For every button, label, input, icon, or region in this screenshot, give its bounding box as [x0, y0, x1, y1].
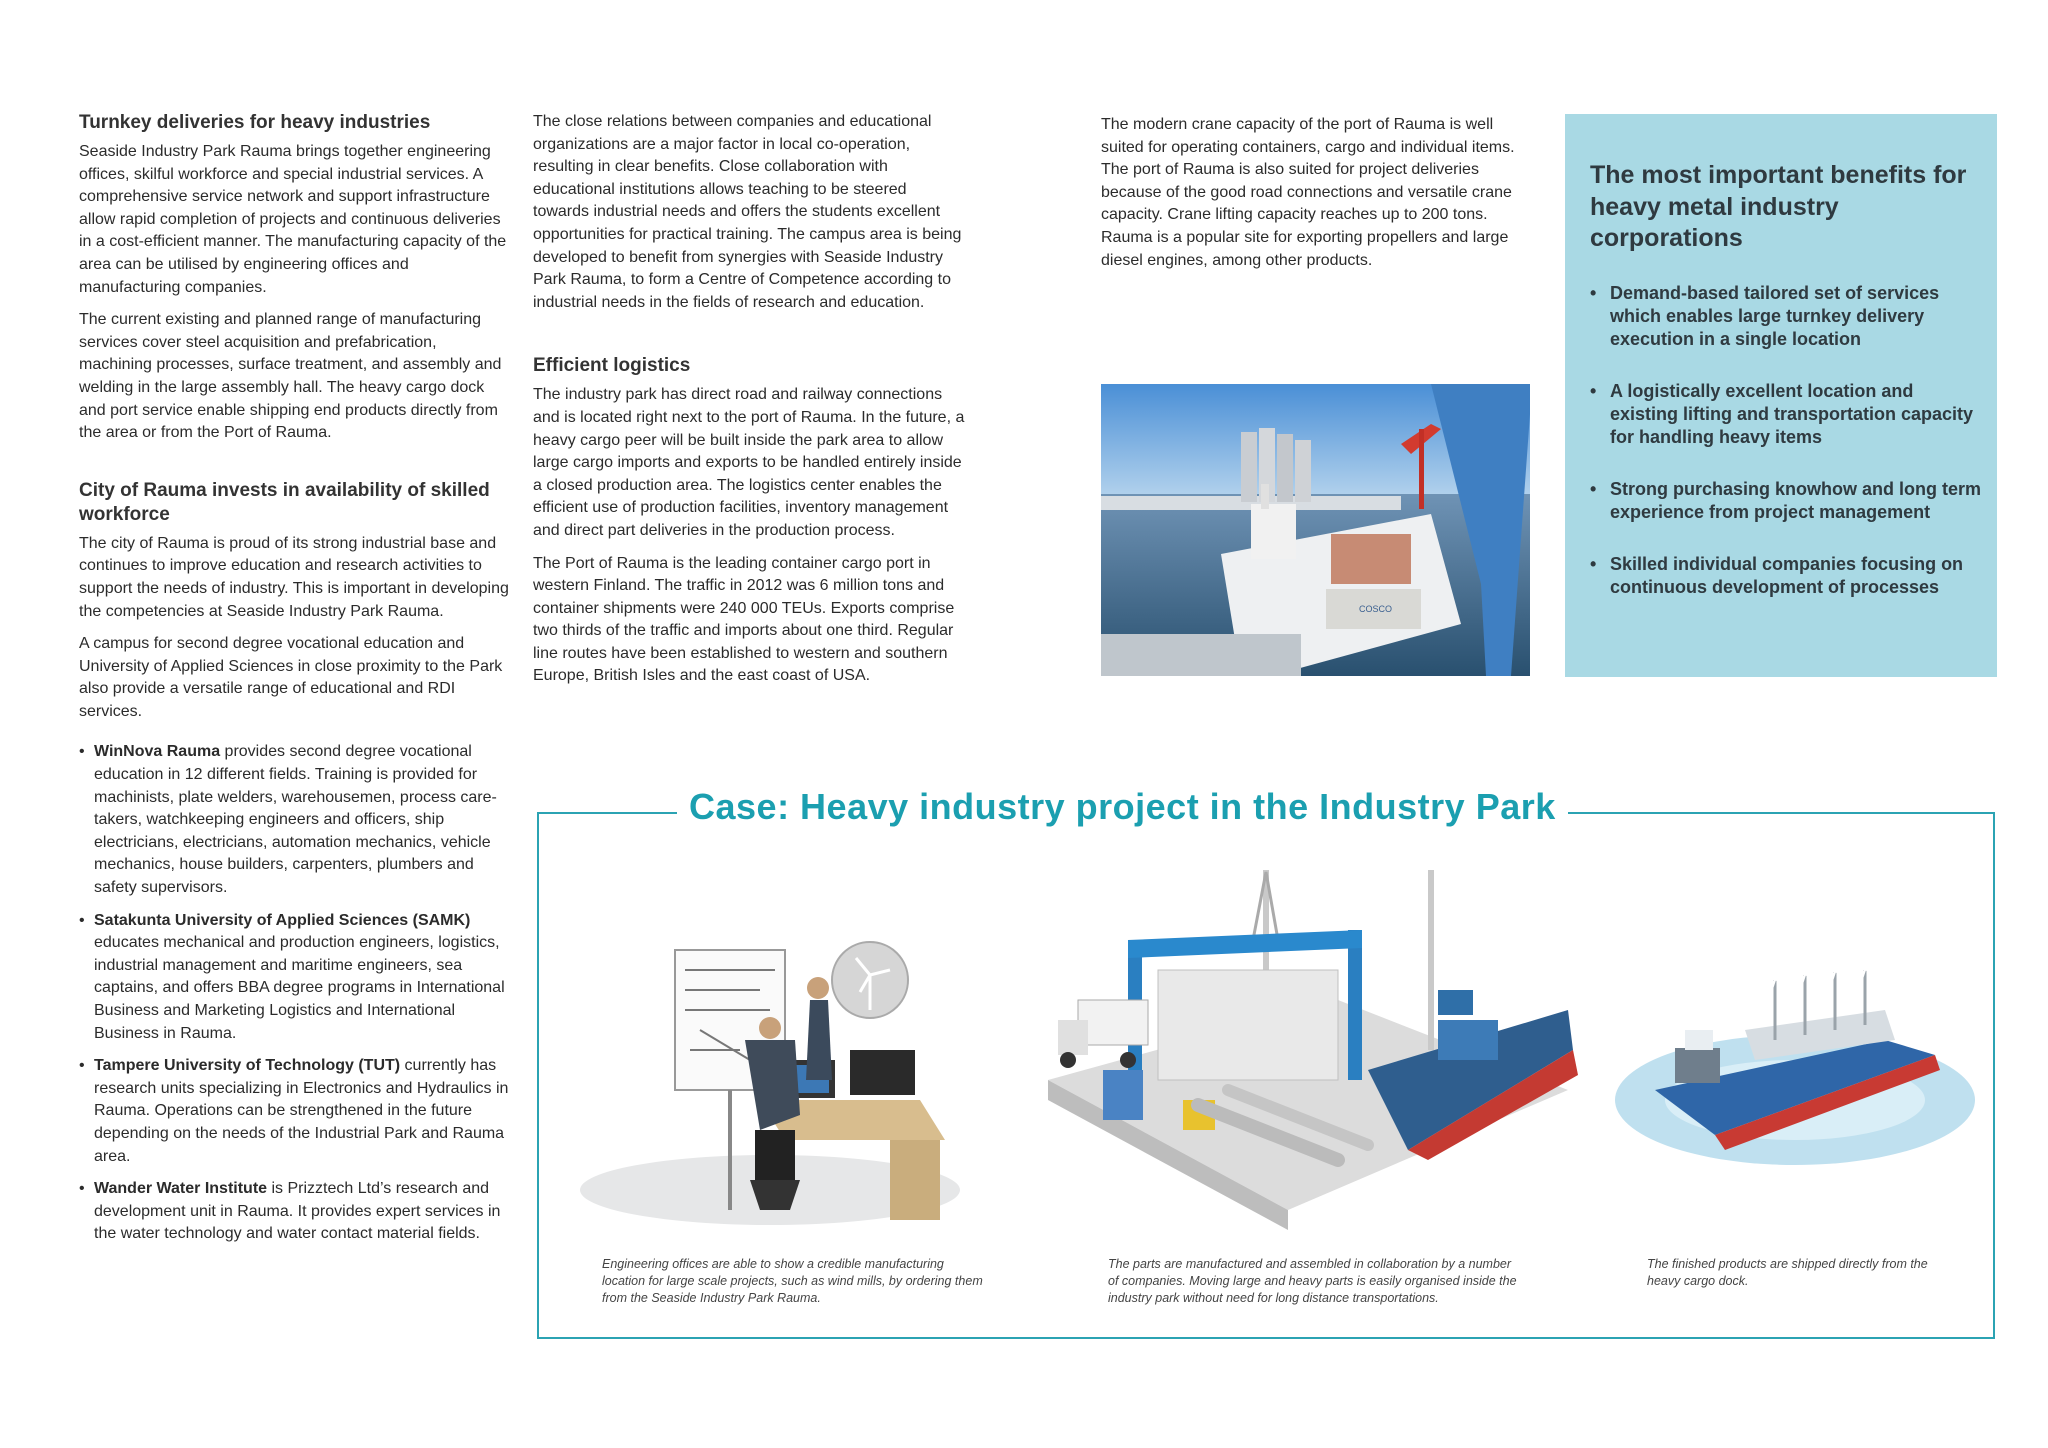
column-left: [79, 111, 511, 1256]
benefit-item: • Demand-based tailored set of services which enables large turnkey delivery execution in a single location: [1590, 282, 1985, 351]
caption-shipping: The finished products are shipped directly from the heavy cargo dock.: [1647, 1257, 1928, 1288]
benefit-item: • A logistically excellent location and existing lifting and transportation capacity for handling heavy items: [1590, 380, 1985, 449]
column-right-text: [1101, 114, 1533, 282]
paragraph: The industry park has direct road and railway connections and is located right next to the port of Rauma. In the future, a heavy cargo peer will be built inside the park area to allow large cargo imports and exports to be handled entirely inside a closed production area. The logistics center enables the efficient use of production facilities, inventory management and direct part deliveries in the production process.: [533, 386, 965, 539]
paragraph: The close relations between companies and educational organizations are a major factor in local co-operation, resulting in clear benefits. Close collaboration with educational institutions allows teaching to be steered towards industrial needs and offers the students excellent opportunities for practical training. The campus area is being developed to benefit from synergies with Seaside Industry Park Rauma, to form a Centre of Competence according to industrial needs in the fields of research and education.: [533, 113, 962, 311]
engineering-office-illustration: [560, 940, 980, 1240]
benefits-title: The most important benefits for heavy metal industry corporations: [1590, 161, 1967, 252]
benefit-item: • Strong purchasing knowhow and long term experience from project management: [1590, 478, 1985, 524]
list-item: • Tampere University of Technology (TUT) currently has research units specializing in Electronics and Hydraulics in Rauma. Operations can be strengthened in the future depending on the needs of the Industrial Park and Rauma area.: [79, 1055, 511, 1168]
port-photo: [1101, 384, 1530, 676]
heading-turnkey: Turnkey deliveries for heavy industries: [79, 112, 431, 133]
list-item: • WinNova Rauma provides second degree vocational education in 12 different fields. Training is provided for machinists, plate welders, warehousemen, process care-takers, watchkeeping engineers and officers, ship electricians, electricians, automation mechanics, vehicle mechanics, house builders, carpenters, plumbers and safety supervisors.: [79, 741, 511, 899]
paragraph: The Port of Rauma is the leading container cargo port in western Finland. The traffic in 2012 was 6 million tons and container shipments were 240 000 TEUs. Exports comprise two thirds of the traffic and imports about one third. Regular line routes have been established to western and southern Europe, British Isles and the east coast of USA.: [533, 554, 955, 685]
heading-logistics: Efficient logistics: [533, 355, 691, 377]
benefits-box: [1565, 114, 1997, 677]
assembly-hall-illustration: [1008, 860, 1588, 1240]
list-item: • Wander Water Institute is Prizztech Ltd’s research and development unit in Rauma. It provides expert services in the water technology and water contact material fields.: [79, 1178, 511, 1246]
benefit-item: • Skilled individual companies focusing on continuous development of processes: [1590, 553, 1985, 599]
paragraph: A campus for second degree vocational education and University of Applied Sciences in close proximity to the Park also provide a versatile range of educational and RDI services.: [79, 635, 503, 720]
caption-assembly: The parts are manufactured and assembled in collaboration by a number of companies. Moving large and heavy parts is easily organised inside the industry park without need for long distance transportations.: [1108, 1257, 1517, 1305]
list-item: • Satakunta University of Applied Sciences (SAMK) educates mechanical and production engineers, logistics, industrial management and maritime engineers, sea captains, and offers BBA degree programs in International Business and Marketing Logistics and International Business in Rauma.: [79, 910, 511, 1046]
column-middle: [533, 111, 965, 698]
heading-city-rauma: City of Rauma invests in availability of skilled workforce: [79, 479, 490, 525]
benefits-list: [1590, 282, 1985, 628]
paragraph: The current existing and planned range of manufacturing services cover steel acquisition and prefabrication, machining processes, surface treatment, and assembly and welding in the large assembly hall. The heavy cargo dock and port service enable shipping end products directly from the area or from the Port of Rauma.: [79, 311, 502, 442]
paragraph: The city of Rauma is proud of its strong industrial base and continues to improve education and research activities to support the needs of industry. This is important in developing the competencies at Seaside Industry Park Rauma.: [79, 534, 509, 620]
container-label: COSCO: [1359, 604, 1393, 614]
paragraph: Seaside Industry Park Rauma brings together engineering offices, skilful workforce and special industrial services. A comprehensive service network and support infrastructure allow rapid completion of projects and continuous deliveries in a cost-efficient manner. The manufacturing capacity of the area can be utilised by engineering offices and manufacturing companies.: [79, 143, 507, 296]
institution-list: [79, 741, 511, 1245]
case-title: Case: Heavy industry project in the Industry Park: [677, 783, 1568, 831]
paragraph: The modern crane capacity of the port of Rauma is well suited for operating containers, cargo and individual items. The port of Rauma is also suited for project deliveries because of the good road connections and versatile crane capacity. Crane lifting capacity reaches up to 200 tons. Rauma is a popular site for exporting propellers and large diesel engines, among other products.: [1101, 116, 1515, 269]
cargo-ship-illustration: [1605, 960, 1985, 1180]
caption-engineering: Engineering offices are able to show a credible manufacturing location for large scale projects, such as wind mills, by ordering them from the Seaside Industry Park Rauma.: [602, 1257, 983, 1305]
